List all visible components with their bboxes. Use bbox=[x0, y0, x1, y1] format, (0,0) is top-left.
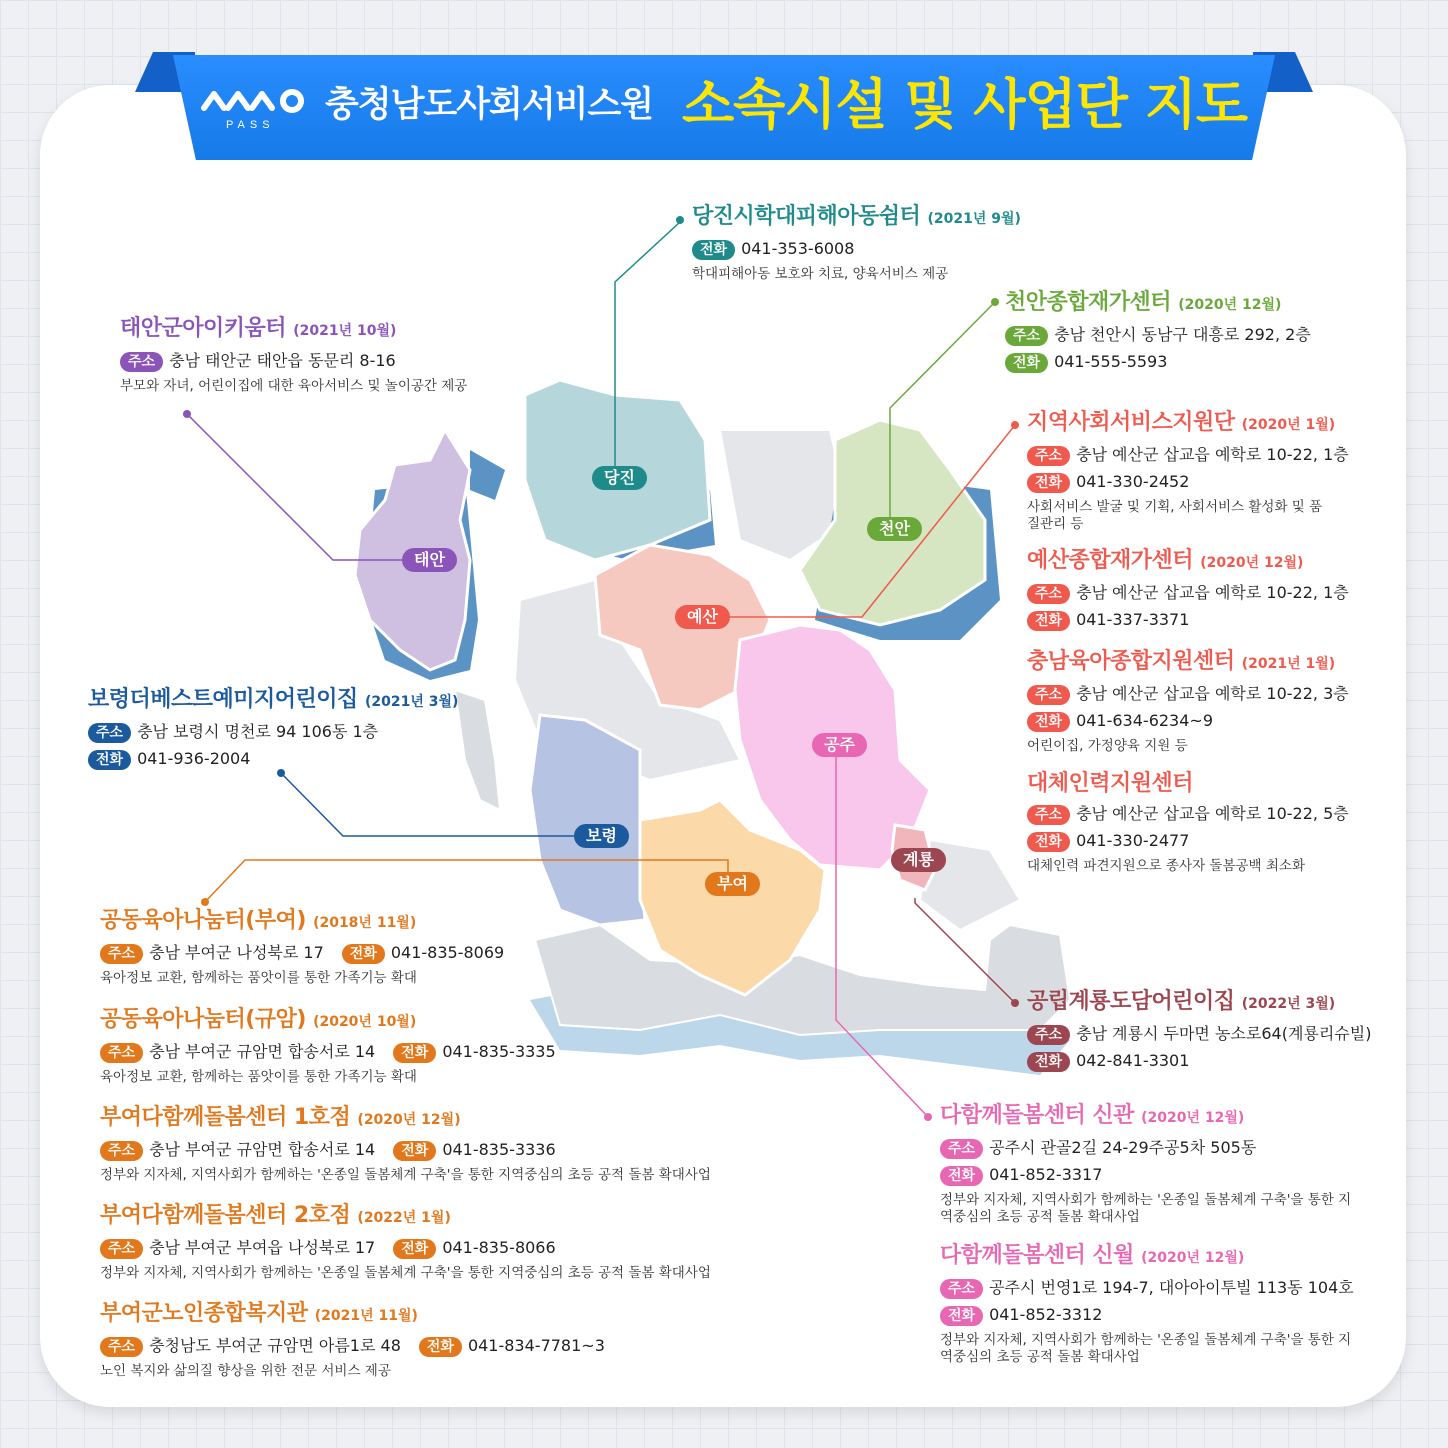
address-value: 충남 예산군 삽교읍 예학로 10-22, 1층 bbox=[1076, 445, 1349, 464]
region-label-cheonan: 천안 bbox=[867, 517, 922, 541]
facility-title: 부여다함께돌봄센터 1호점 (2020년 12월) bbox=[100, 1105, 461, 1130]
phone-value: 041-835-3336 bbox=[442, 1140, 556, 1159]
facility-title: 공동육아나눔터(부여) (2018년 11월) bbox=[100, 908, 417, 933]
phone-value: 041-330-2477 bbox=[1076, 831, 1190, 850]
info-gyeryong-daycare bbox=[1027, 988, 1427, 1072]
region-label-dangjin: 당진 bbox=[592, 466, 647, 490]
facility-title: 공립계룡도담어린이집 (2022년 3월) bbox=[1027, 989, 1336, 1014]
address-badge: 주소 bbox=[1027, 685, 1070, 705]
facility-title: 다함께돌봄센터 신관 (2020년 12월) bbox=[940, 1103, 1245, 1128]
info-boryeong-daycare bbox=[88, 686, 728, 770]
address-badge: 주소 bbox=[88, 723, 131, 743]
phone-value: 041-337-3371 bbox=[1076, 610, 1190, 629]
info-buyeo-share bbox=[100, 907, 740, 987]
info-cheonan-home bbox=[1005, 289, 1448, 373]
facility-title: 충남육아종합지원센터 (2021년 1월) bbox=[1027, 649, 1336, 674]
address-value: 충남 부여군 규암면 합송서로 14 bbox=[149, 1042, 376, 1061]
address-badge: 주소 bbox=[100, 1239, 143, 1259]
facility-desc: 정부와 지자체, 지역사회가 함께하는 '온종일 돌봄체계 구축'을 통한 지역중심의 초등 공적 돌봄 확대사업 bbox=[100, 1265, 711, 1281]
address-value: 충남 예산군 삽교읍 예학로 10-22, 3층 bbox=[1076, 684, 1349, 703]
info-yesan-home bbox=[1027, 547, 1448, 631]
phone-badge: 전화 bbox=[1027, 712, 1070, 732]
phone-badge: 전화 bbox=[342, 944, 385, 964]
address-badge: 주소 bbox=[100, 1043, 143, 1063]
address-badge: 주소 bbox=[120, 352, 163, 372]
logo-text: PASS bbox=[226, 119, 275, 131]
facility-desc: 대체인력 파견지원으로 종사자 돌봄공백 최소화 bbox=[1027, 858, 1305, 874]
facility-title: 다함께돌봄센터 신월 (2020년 12월) bbox=[940, 1243, 1245, 1268]
address-badge: 주소 bbox=[1027, 446, 1070, 466]
facility-title: 태안군아이키움터 (2021년 10월) bbox=[120, 316, 397, 341]
facility-title: 당진시학대피해아동쉼터 (2021년 9월) bbox=[692, 204, 1021, 229]
info-gyuam-share bbox=[100, 1006, 740, 1086]
address-value: 충남 부여군 나성북로 17 bbox=[149, 943, 324, 962]
facility-title: 예산종합재가센터 (2020년 12월) bbox=[1027, 548, 1304, 573]
facility-desc: 정부와 지자체, 지역사회가 함께하는 '온종일 돌봄체계 구축'을 통한 지역중심의 초등 공적 돌봄 확대사업 bbox=[100, 1167, 711, 1183]
info-taean-kids bbox=[120, 315, 760, 395]
phone-badge: 전화 bbox=[88, 750, 131, 770]
region-label-boryeong: 보령 bbox=[574, 824, 629, 848]
address-badge: 주소 bbox=[100, 944, 143, 964]
info-substitute-center bbox=[1027, 770, 1448, 875]
phone-value: 042-841-3301 bbox=[1076, 1051, 1190, 1070]
phone-value: 041-852-3312 bbox=[989, 1305, 1103, 1324]
facility-desc: 정부와 지자체, 지역사회가 함께하는 '온종일 돌봄체계 구축'을 통한 지역중심의 초등 공적 돌봄 확대사업 bbox=[940, 1192, 1352, 1225]
region-label-buyeo: 부여 bbox=[705, 872, 760, 896]
address-badge: 주소 bbox=[100, 1141, 143, 1161]
info-buyeo-care-2 bbox=[100, 1202, 740, 1282]
phone-value: 041-834-7781~3 bbox=[467, 1336, 605, 1355]
page-title: 소속시설 및 사업단 지도 bbox=[682, 73, 1248, 136]
facility-desc: 노인 복지와 삶의질 향상을 위한 전문 서비스 제공 bbox=[100, 1363, 391, 1379]
phone-value: 041-835-8069 bbox=[390, 943, 505, 962]
info-buyeo-senior bbox=[100, 1300, 740, 1380]
phone-badge: 전화 bbox=[692, 240, 735, 260]
phone-badge: 전화 bbox=[393, 1239, 436, 1259]
phone-badge: 전화 bbox=[940, 1166, 983, 1186]
phone-value: 041-555-5593 bbox=[1054, 352, 1168, 371]
facility-desc: 사회서비스 발굴 및 기획, 사회서비스 활성화 및 품질관리 등 bbox=[1027, 499, 1323, 532]
facility-title: 공동육아나눔터(규암) (2020년 10월) bbox=[100, 1007, 417, 1032]
facility-desc: 육아정보 교환, 함께하는 품앗이를 통한 가족기능 확대 bbox=[100, 1069, 417, 1085]
address-value: 충남 예산군 삽교읍 예학로 10-22, 5층 bbox=[1076, 804, 1349, 823]
phone-badge: 전화 bbox=[419, 1337, 462, 1357]
phone-badge: 전화 bbox=[393, 1141, 436, 1161]
phone-value: 041-852-3317 bbox=[989, 1165, 1103, 1184]
phone-badge: 전화 bbox=[1027, 473, 1070, 493]
facility-desc: 어린이집, 가정양육 지원 등 bbox=[1027, 738, 1188, 754]
address-value: 충남 보령시 명천로 94 106동 1층 bbox=[137, 722, 379, 741]
facility-title: 지역사회서비스지원단 (2020년 1월) bbox=[1027, 410, 1336, 435]
facility-title: 천안종합재가센터 (2020년 12월) bbox=[1005, 290, 1282, 315]
address-badge: 주소 bbox=[940, 1139, 983, 1159]
phone-badge: 전화 bbox=[1027, 1052, 1070, 1072]
region-label-gyeryong: 계룡 bbox=[891, 848, 946, 872]
facility-title: 보령더베스트예미지어린이집 (2021년 3월) bbox=[88, 687, 459, 712]
facility-title: 부여다함께돌봄센터 2호점 (2022년 1월) bbox=[100, 1203, 451, 1228]
info-regional-support bbox=[1027, 409, 1448, 533]
phone-value: 041-936-2004 bbox=[137, 749, 251, 768]
address-value: 충청남도 부여군 규암면 아름1로 48 bbox=[149, 1336, 401, 1355]
address-value: 충남 천안시 동남구 대흥로 292, 2층 bbox=[1054, 325, 1311, 344]
info-childcare-center bbox=[1027, 648, 1448, 755]
address-badge: 주소 bbox=[100, 1337, 143, 1357]
phone-value: 041-634-6234~9 bbox=[1076, 711, 1213, 730]
phone-value: 041-330-2452 bbox=[1076, 472, 1190, 491]
phone-badge: 전화 bbox=[1005, 353, 1048, 373]
phone-badge: 전화 bbox=[393, 1043, 436, 1063]
org-name: 충청남도사회서비스원 bbox=[325, 85, 654, 125]
info-gongju-singwan bbox=[940, 1102, 1390, 1226]
phone-value: 041-353-6008 bbox=[741, 239, 855, 258]
phone-value: 041-835-8066 bbox=[442, 1238, 556, 1257]
info-dangjin-shelter bbox=[692, 203, 1332, 283]
address-badge: 주소 bbox=[1005, 326, 1048, 346]
address-value: 충남 계룡시 두마면 농소로64(계룡리슈빌) bbox=[1076, 1024, 1372, 1043]
facility-title: 부여군노인종합복지관 (2021년 11월) bbox=[100, 1301, 418, 1326]
address-value: 충남 부여군 부여읍 나성북로 17 bbox=[149, 1238, 376, 1257]
region-label-gongju: 공주 bbox=[812, 733, 867, 757]
address-badge: 주소 bbox=[1027, 1025, 1070, 1045]
facility-desc: 육아정보 교환, 함께하는 품앗이를 통한 가족기능 확대 bbox=[100, 970, 417, 986]
facility-desc: 정부와 지자체, 지역사회가 함께하는 '온종일 돌봄체계 구축'을 통한 지역중심의 초등 공적 돌봄 확대사업 bbox=[940, 1332, 1352, 1365]
facility-desc: 학대피해아동 보호와 치료, 양육서비스 제공 bbox=[692, 266, 949, 282]
info-buyeo-care-1 bbox=[100, 1104, 740, 1184]
address-value: 공주시 관골2길 24-29주공5차 505동 bbox=[989, 1138, 1257, 1157]
phone-badge: 전화 bbox=[1027, 611, 1070, 631]
phone-badge: 전화 bbox=[1027, 832, 1070, 852]
region-label-yesan: 예산 bbox=[675, 605, 730, 629]
address-badge: 주소 bbox=[1027, 805, 1070, 825]
region-label-taean: 태안 bbox=[402, 548, 457, 572]
facility-title: 대체인력지원센터 bbox=[1027, 771, 1194, 796]
address-badge: 주소 bbox=[1027, 584, 1070, 604]
facility-desc: 부모와 자녀, 어린이집에 대한 육아서비스 및 놀이공간 제공 bbox=[120, 378, 468, 394]
phone-value: 041-835-3335 bbox=[442, 1042, 556, 1061]
address-badge: 주소 bbox=[940, 1279, 983, 1299]
address-value: 충남 예산군 삽교읍 예학로 10-22, 1층 bbox=[1076, 583, 1349, 602]
phone-badge: 전화 bbox=[940, 1306, 983, 1326]
address-value: 충남 태안군 태안읍 동문리 8-16 bbox=[169, 351, 396, 370]
info-gongju-sinwol bbox=[940, 1242, 1390, 1366]
address-value: 공주시 번영1로 194-7, 대아아이투빌 113동 104호 bbox=[989, 1278, 1354, 1297]
address-value: 충남 부여군 규암면 합송서로 14 bbox=[149, 1140, 376, 1159]
